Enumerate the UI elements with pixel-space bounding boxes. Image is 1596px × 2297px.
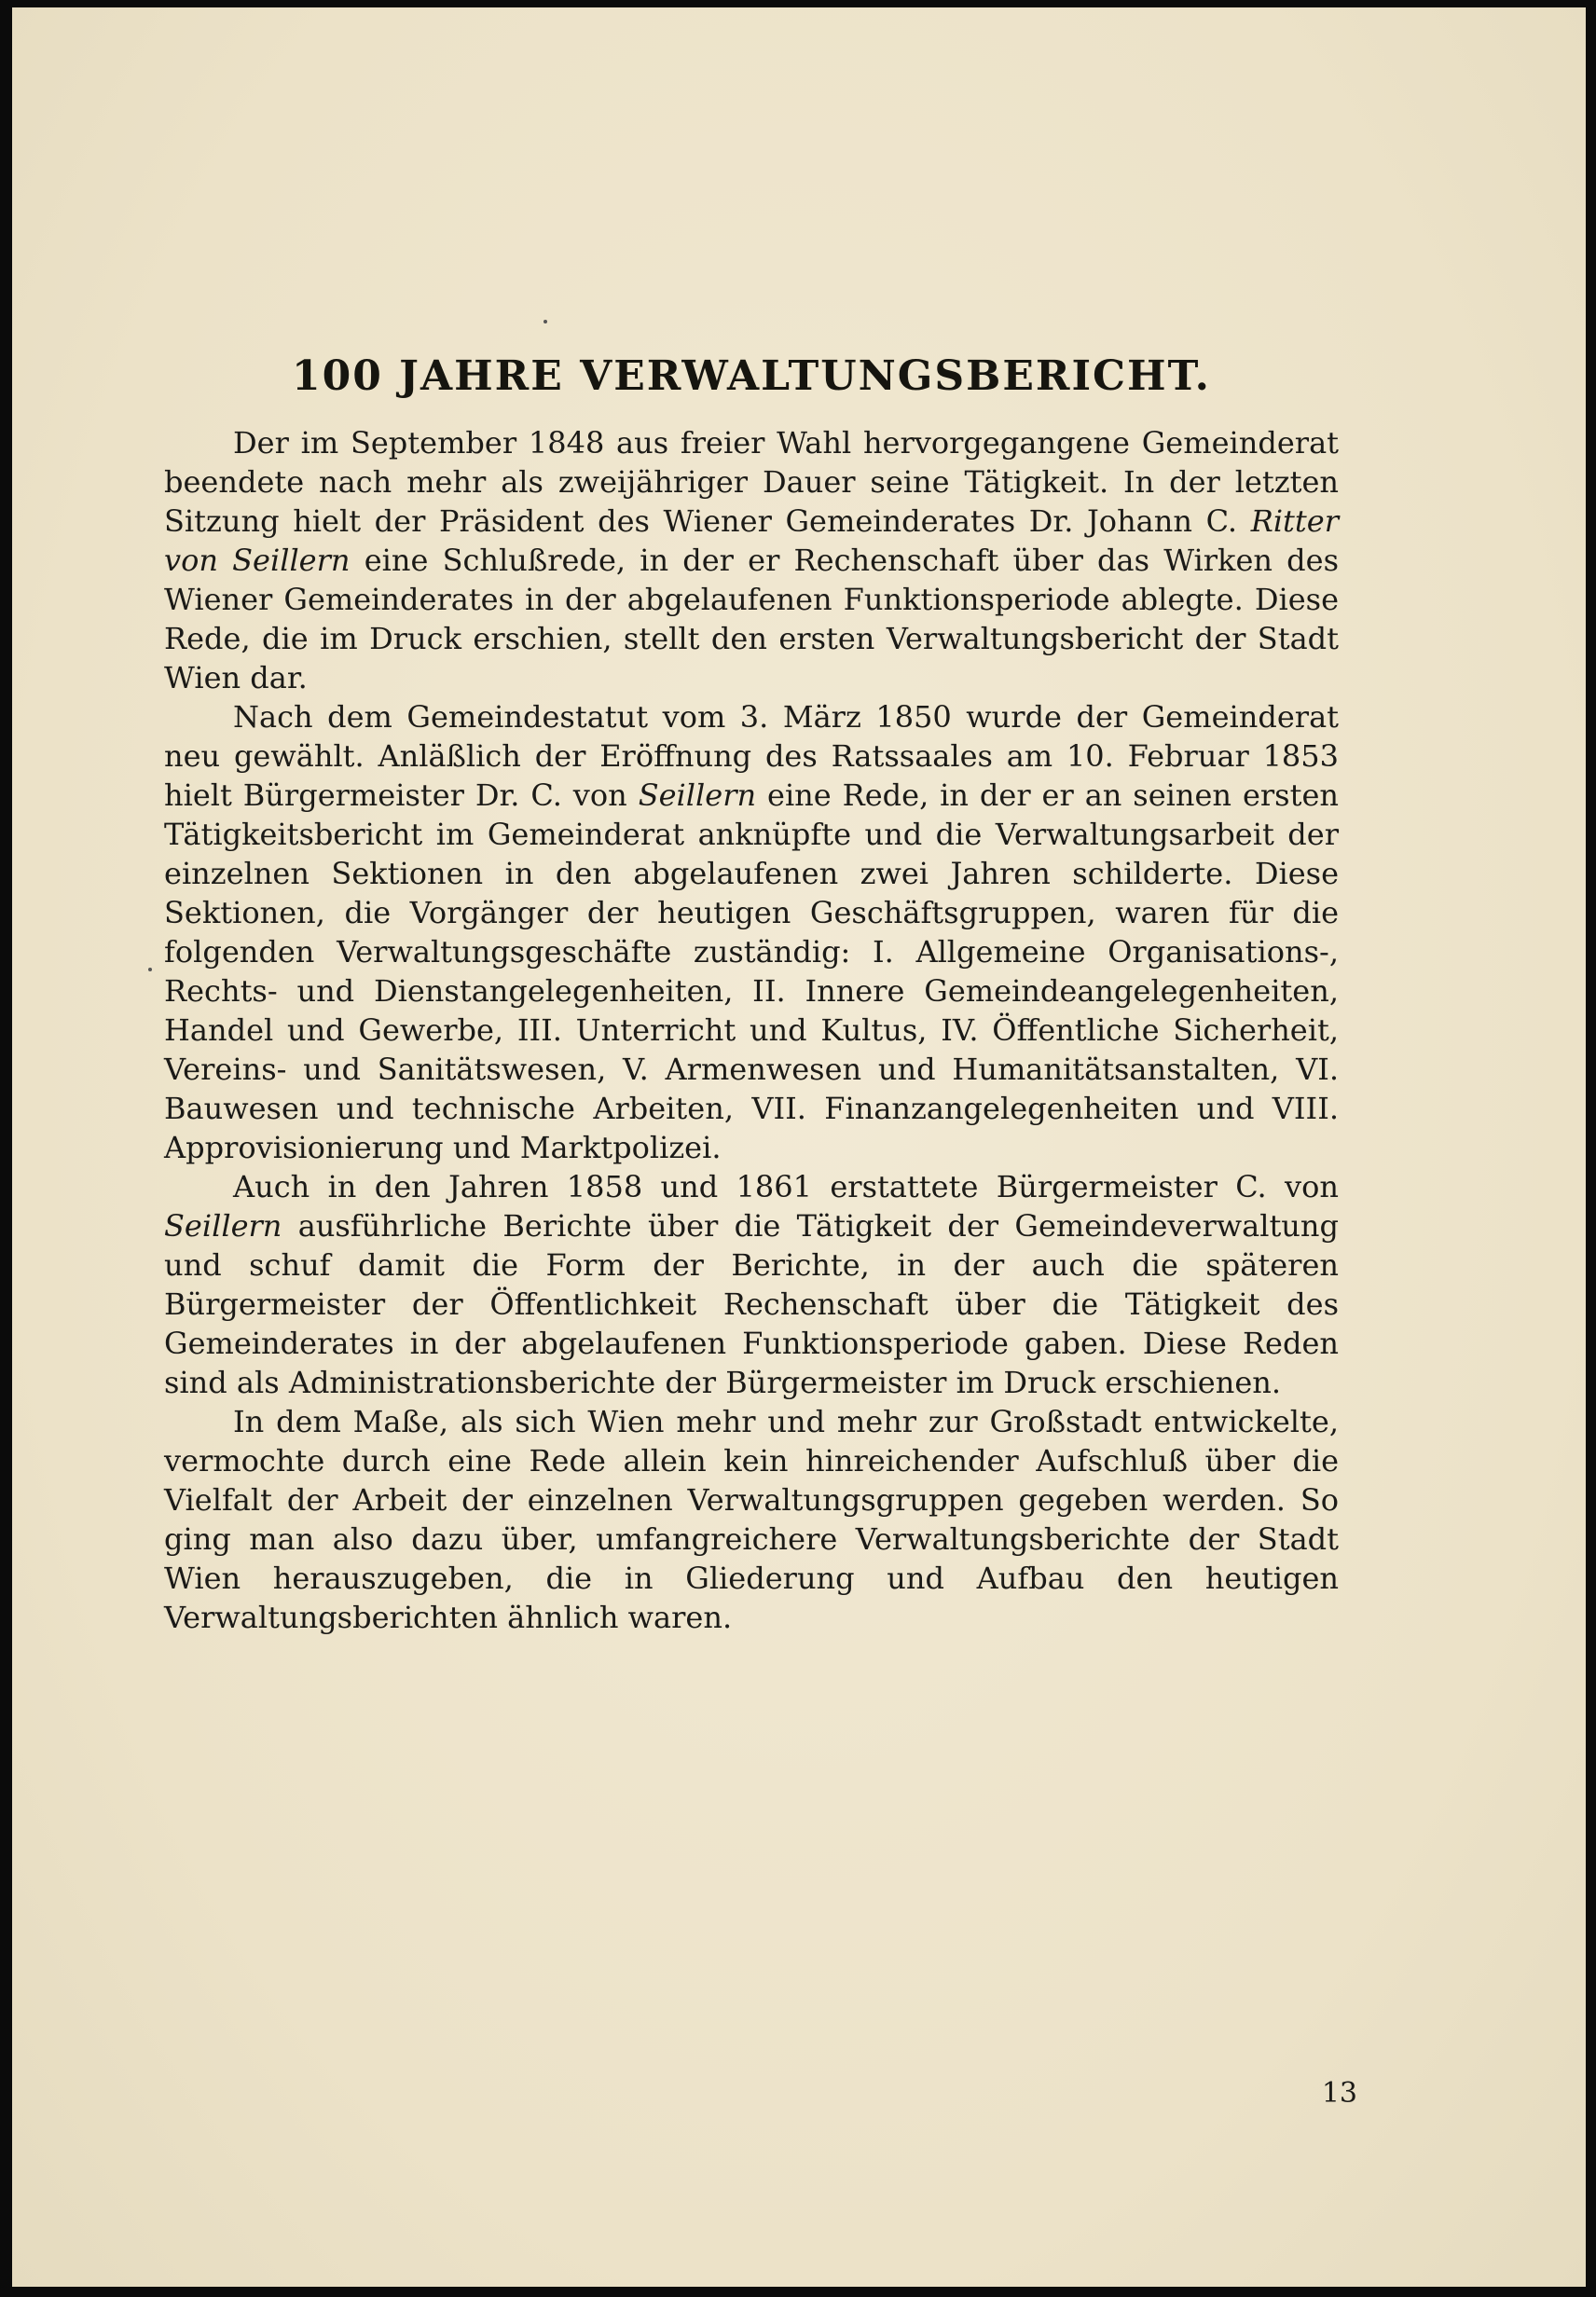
paragraph-3 bbox=[164, 1167, 1339, 1402]
body-text bbox=[164, 423, 1339, 1637]
paragraph-2 bbox=[164, 697, 1339, 1167]
text-segment: Auch in den Jahren 1858 und 1861 erstattete Bürgermeister C. von bbox=[233, 1169, 1339, 1204]
text-segment: Der im September 1848 aus freier Wahl hervorgegangene Gemeinderat beendete nach mehr als zweijähriger Dauer seine Tätigkeit. In der letzten Sitzung hielt der Präsident des Wiener Gemeinderates Dr. Johann C. bbox=[164, 425, 1339, 539]
italic-name: Seillern bbox=[164, 1208, 282, 1244]
paper-speck bbox=[543, 320, 547, 323]
italic-name: Seillern bbox=[638, 777, 757, 813]
text-segment: In dem Maße, als sich Wien mehr und mehr zur Großstadt entwickelte, vermochte durch eine Rede allein kein hinreichender Aufschluß über die Vielfalt der Arbeit der einzelnen Verwaltungsgruppen gegeben werden. So ging man also dazu über, umfangreichere Verwaltungsberichte der Stadt Wien herauszugeben, die in Gliederung und Aufbau den heutigen Verwaltungsberichten ähnlich waren. bbox=[164, 1404, 1339, 1635]
text-segment: eine Rede, in der er an seinen ersten Tätigkeitsbericht im Gemeinderat anknüpfte und die Verwaltungsarbeit der einzelnen Sektionen in den abgelaufenen zwei Jahren schilderte. Diese Sektionen, die Vorgänger der heutigen Geschäftsgruppen, waren für die folgenden Verwaltungsgeschäfte zuständig: I. Allgemeine Organisations-, Rechts- und Dienstangelegenheiten, II. Innere Gemeindeangelegenheiten, Handel und Gewerbe, III. Unterricht und Kultus, IV. Öffentliche Sicherheit, Vereins- und Sanitätswesen, V. Armenwesen und Humanitätsanstalten, VI. Bauwesen und technische Arbeiten, VII. Finanzangelegenheiten und VIII. Approvisionierung und Marktpolizei. bbox=[164, 777, 1340, 1165]
text-segment: Nach dem Gemeindestatut vom 3. März 1850 wurde der Gemeinderat neu gewählt. Anläßlich der Eröffnung des Ratssaales am 10. Februar 1853 hielt Bürgermeister Dr. C. von bbox=[164, 699, 1339, 813]
text-segment: eine Schlußrede, in der er Rechenschaft über das Wirken des Wiener Gemeinderates in der abgelaufenen Funktionsperiode ablegte. Diese Rede, die im Druck erschien, stellt den ersten Verwaltungsbericht der Stadt Wien dar. bbox=[164, 543, 1340, 695]
page-content bbox=[164, 351, 1339, 1637]
page-number: 13 bbox=[1321, 2077, 1357, 2110]
paper-speck bbox=[148, 968, 152, 971]
paragraph-1 bbox=[164, 423, 1339, 697]
italic-name: Ritter von Seillern bbox=[164, 503, 1339, 578]
paragraph-4 bbox=[164, 1402, 1339, 1637]
text-segment: ausführliche Berichte über die Tätigkeit der Gemeindeverwaltung und schuf damit die Form der Berichte, in der auch die späteren Bürgermeister der Öffentlichkeit Rechenschaft über die Tätigkeit des Gemeinderates in der abgelaufenen Funktionsperiode gaben. Diese Reden sind als Administrationsberichte der Bürgermeister im Druck erschienen. bbox=[164, 1208, 1339, 1400]
page-title: 100 JAHRE VERWALTUNGSBERICHT. bbox=[291, 352, 1212, 400]
